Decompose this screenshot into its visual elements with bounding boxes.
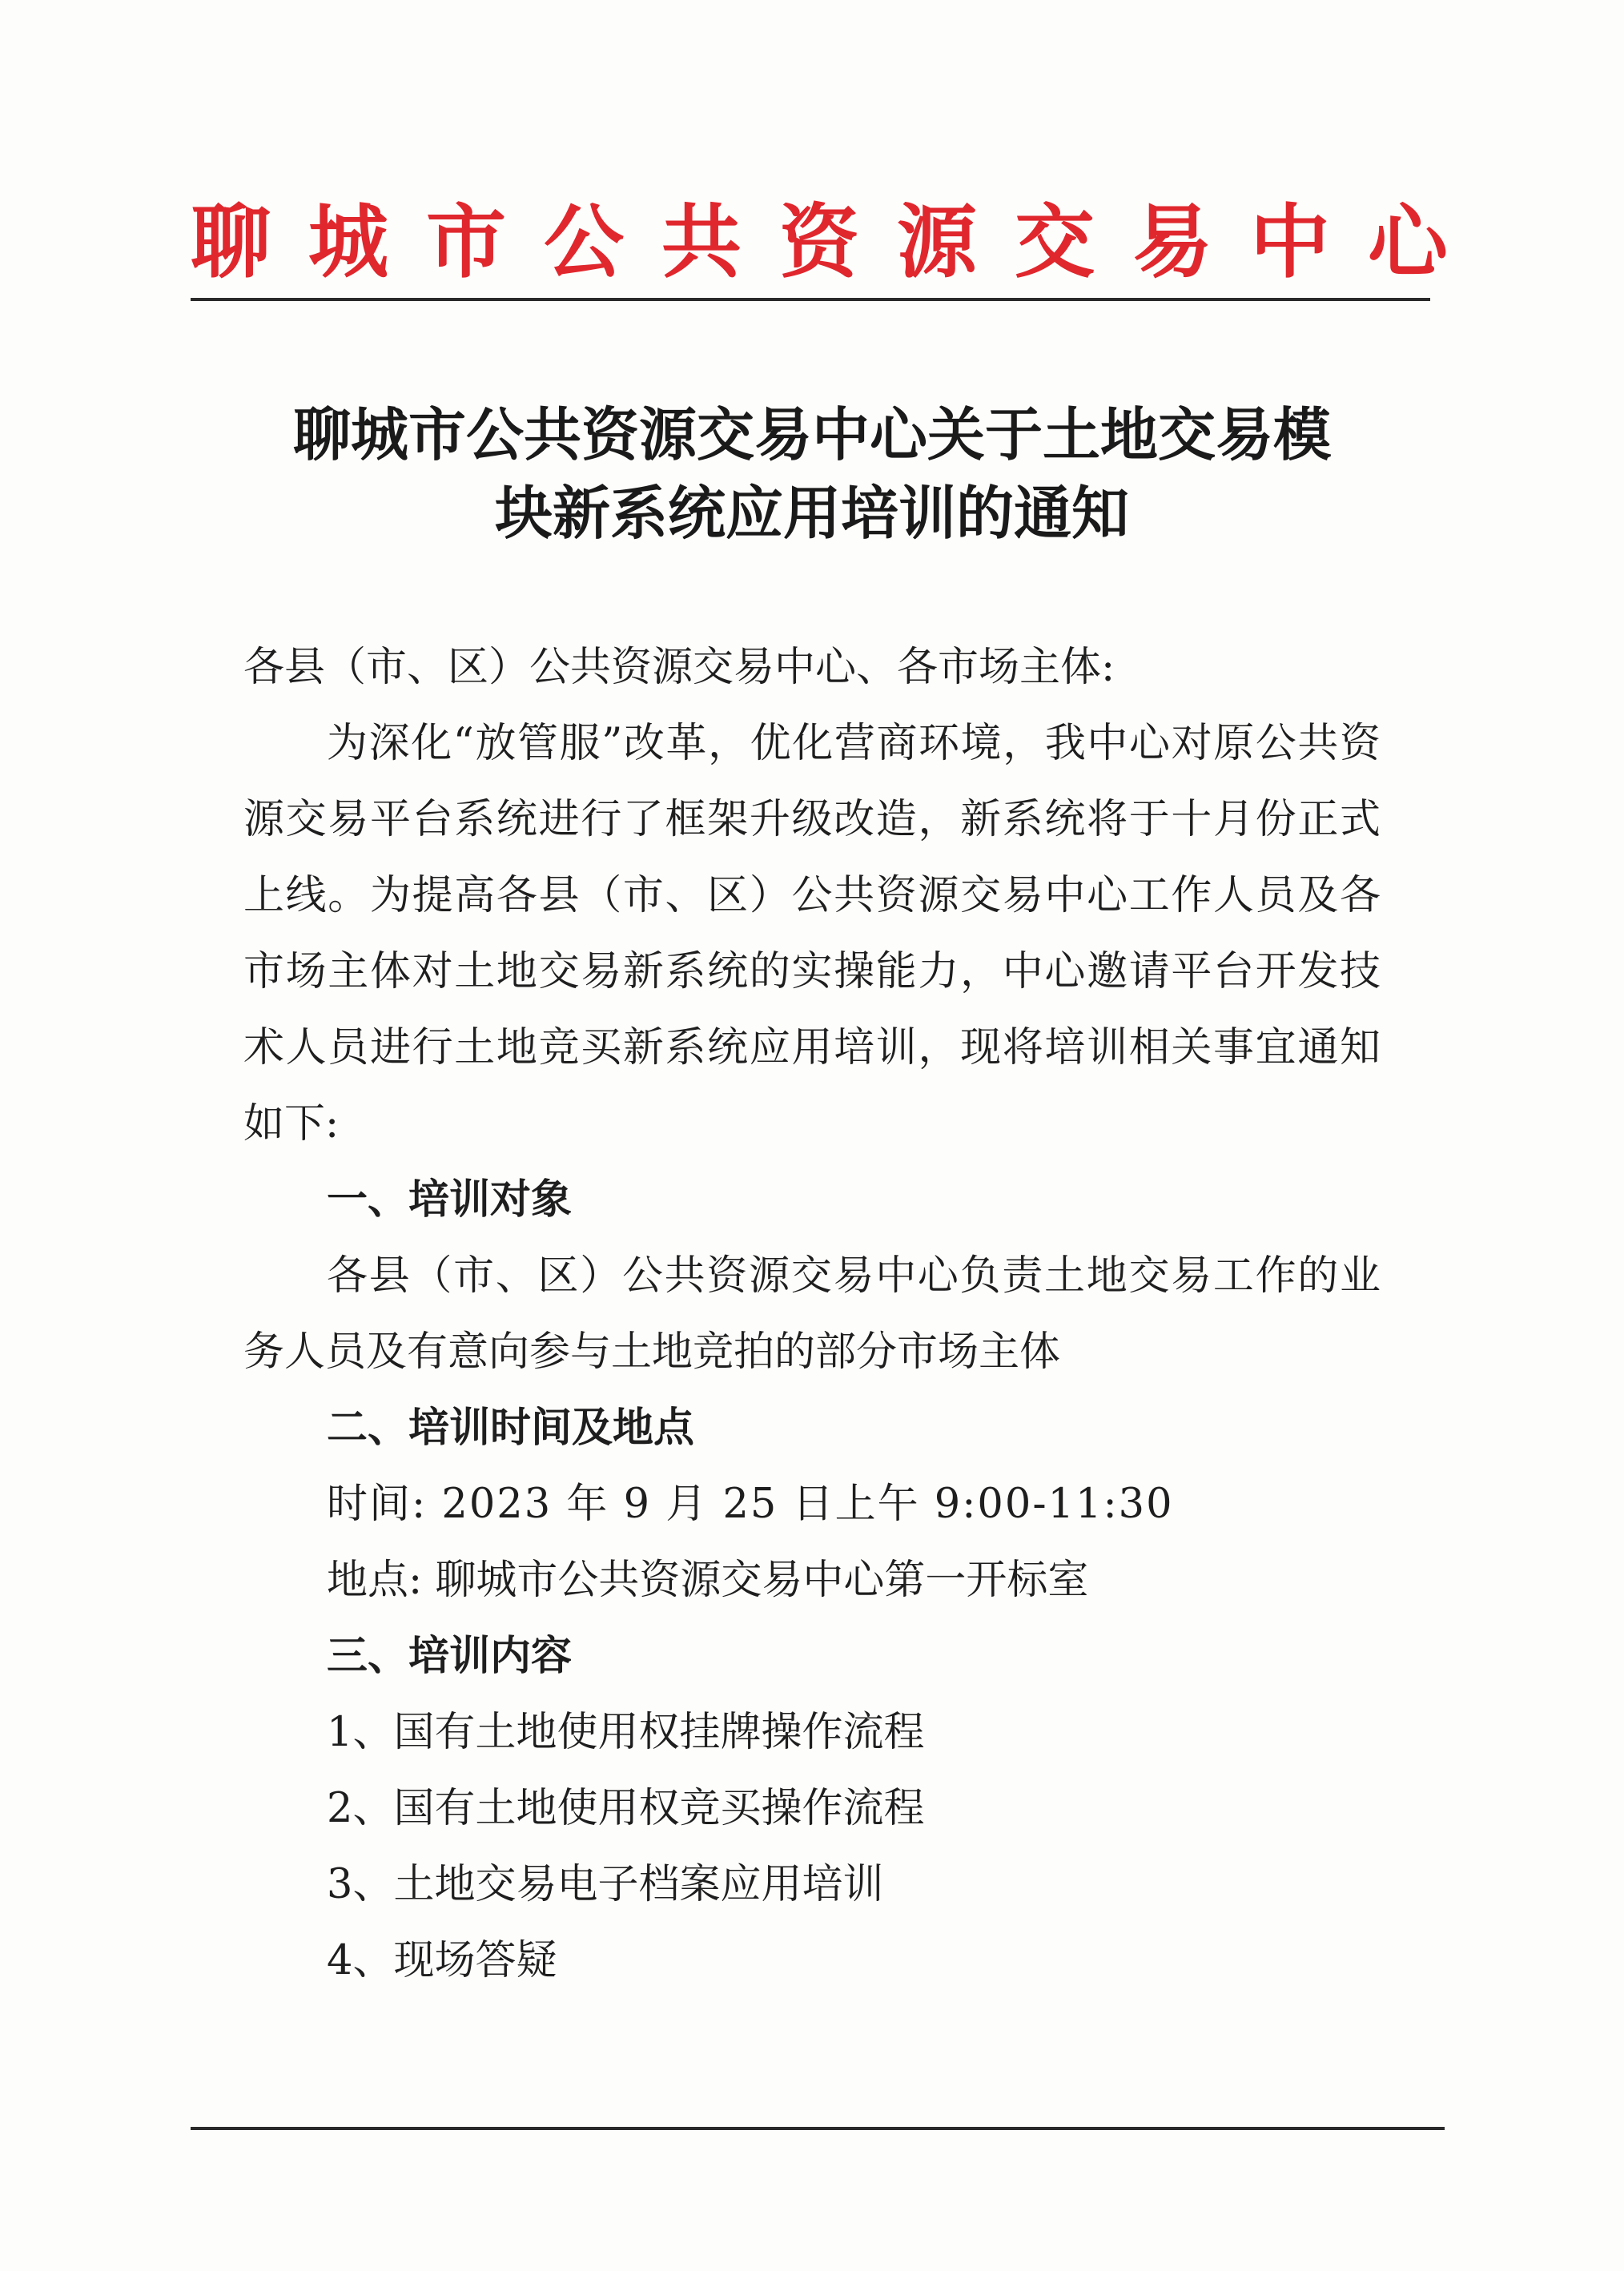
training-time: 时间: 2023 年 9 月 25 日上午 9:00-11:30 [327,1481,1174,1528]
footer-divider [191,2127,1445,2130]
section-3-heading: 三、培训内容 [327,1633,573,1680]
content-item-3: 3、土地交易电子档案应用培训 [327,1861,884,1908]
content-item-2: 2、国有土地使用权竞买操作流程 [327,1785,925,1832]
title-line-2: 块新系统应用培训的通知 [494,479,1129,547]
section-1-text: 各县（市、区）公共资源交易中心负责土地交易工作的业务人员及有意向参与土地竞拍的部分市场主体 [243,1252,1381,1376]
intro-paragraph: 为深化“放管服”改革，优化营商环境，我中心对原公共资源交易平台系统进行了框架升级改造，新系统将于十月份正式上线。为提高各县（市、区）公共资源交易中心工作人员及各市场主体对土地交易新系统的实操能力，中心邀请平台开发技术人员进行土地竞买新系统应用培训，现将培训相关事宜通知如下: [243,720,1381,1148]
section-1-heading: 一、培训对象 [327,1176,573,1224]
notice-title [160,396,1464,553]
notice-body [243,629,1381,1999]
section-2-heading: 二、培训时间及地点 [327,1405,695,1452]
content-item-4: 4、现场答疑 [327,1937,557,1984]
letterhead-divider [191,298,1430,301]
title-line-1: 聊城市公共资源交易中心关于土地交易模 [292,400,1331,468]
letterhead-organization-name: 聊城市公共资源交易中心 [191,195,1448,289]
training-location: 地点: 聊城市公共资源交易中心第一开标室 [327,1557,1089,1604]
content-item-1: 1、国有土地使用权挂牌操作流程 [327,1709,925,1756]
salutation: 各县（市、区）公共资源交易中心、各市场主体: [243,644,1115,691]
